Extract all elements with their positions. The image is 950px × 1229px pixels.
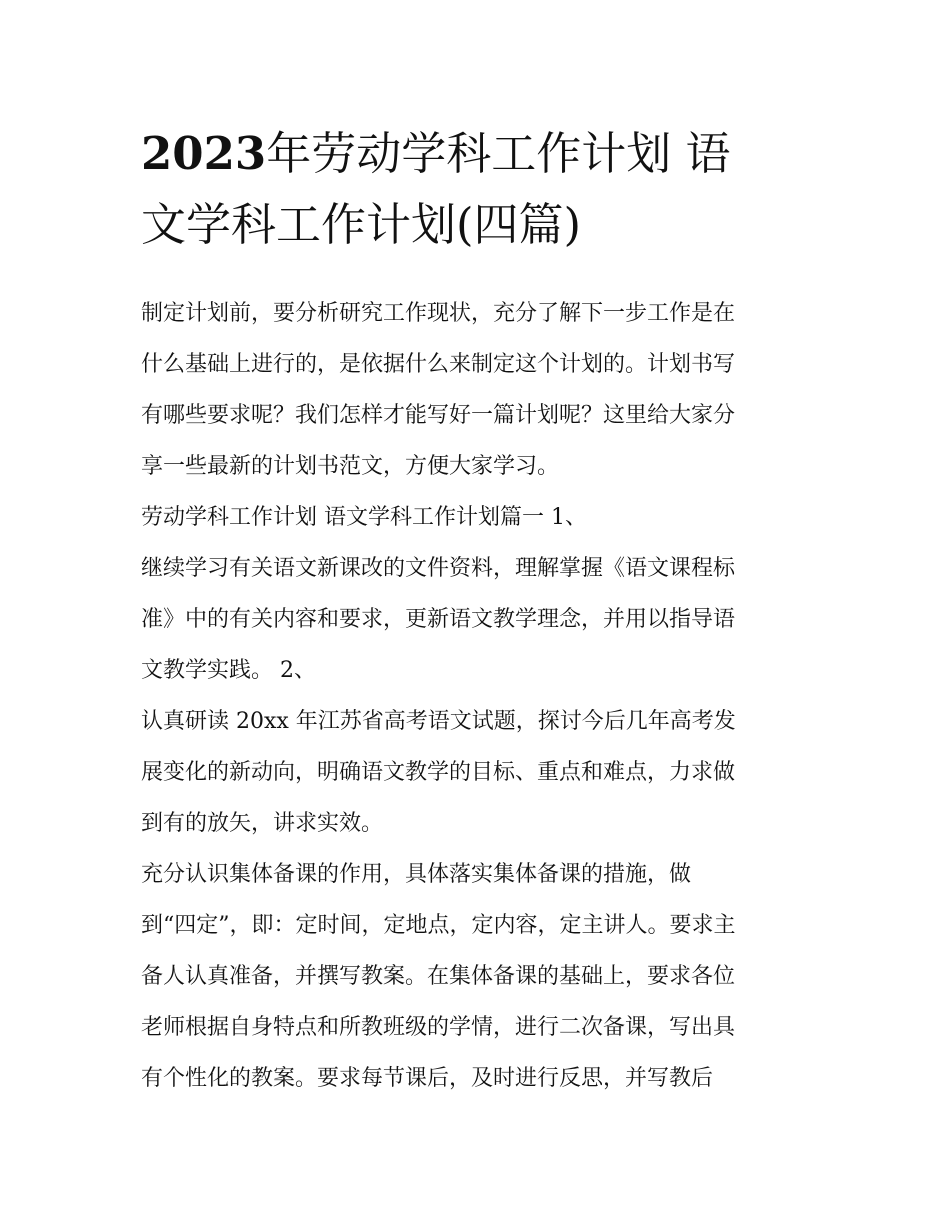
text-line: 老师根据自身特点和所教班级的学情，进行二次备课，写出具 xyxy=(141,1015,736,1040)
text-line: 备人认真准备，并撰写教案。在集体备课的基础上，要求各位 xyxy=(141,964,736,989)
title-line-1 xyxy=(141,118,811,189)
text-line: 制定计划前，要分析研究工作现状，充分了解下一步工作是在 xyxy=(141,301,736,326)
title-line-2: 文学科工作计划(四篇) xyxy=(141,198,582,251)
section-heading: 劳动学科工作计划 语文学科工作计划篇一 1、 xyxy=(141,505,587,530)
title-line-1-text: 年劳动学科工作计划 语 xyxy=(266,127,731,180)
text-line: 文教学实践。 2、 xyxy=(141,658,316,683)
document-title xyxy=(141,118,811,260)
text-line: 什么基础上进行的，是依据什么来制定这个计划的。计划书写 xyxy=(141,352,736,377)
text-line: 到有的放矢，讲求实效。 xyxy=(141,811,384,836)
text-line: 充分认识集体备课的作用，具体落实集体备课的措施，做 xyxy=(141,862,692,887)
document-content xyxy=(141,118,811,1104)
text-line: 享一些最新的计划书范文，方便大家学习。 xyxy=(141,454,560,479)
document-body xyxy=(141,288,811,1104)
text-line: 到“四定”，即：定时间，定地点，定内容，定主讲人。要求主 xyxy=(141,913,736,938)
text-line: 继续学习有关语文新课改的文件资料，理解掌握《语文课程标 xyxy=(141,556,736,581)
text-line: 展变化的新动向，明确语文教学的目标、重点和难点，力求做 xyxy=(141,760,736,785)
text-line: 有哪些要求呢？我们怎样才能写好一篇计划呢？这里给大家分 xyxy=(141,403,736,428)
text-line: 有个性化的教案。要求每节课后，及时进行反思，并写教后 xyxy=(141,1066,714,1091)
text-line: 认真研读 20xx 年江苏省高考语文试题，探讨今后几年高考发 xyxy=(141,709,736,734)
title-year: 2023 xyxy=(141,127,267,180)
text-line: 准》中的有关内容和要求，更新语文教学理念，并用以指导语 xyxy=(141,607,736,632)
